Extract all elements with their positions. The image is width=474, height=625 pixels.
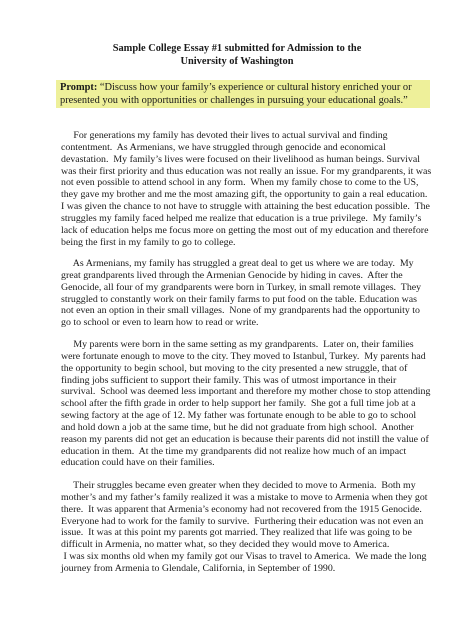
prompt-text-line-2: presented you with opportunities or challenges in pursuing your educational goals.” [60, 94, 408, 106]
essay-paragraph-3 [61, 339, 431, 469]
essay-paragraph-4 [61, 480, 428, 575]
essay-line: contentment. As Armenians, we have struggled through genocide and economical [61, 141, 386, 153]
prompt-text-line-1: “Discuss how your family’s experience or cultural history enriched your or [97, 82, 412, 93]
essay-line: issue. It was at this point my parents got married. They realized that life was going to be [61, 527, 412, 539]
essay-line: were fortunate enough to move to the city. They moved to Istanbul, Turkey. My parents had [61, 350, 426, 362]
essay-line: being the first in my family to go to college. [61, 236, 236, 248]
essay-line: school after the fifth grade in order to help support her family. She got a full time job at a [61, 398, 416, 410]
essay-line: go to school or even to learn how to read or write. [61, 317, 259, 329]
essay-line: Their struggles became even greater when they decided to move to Armenia. Both my [61, 480, 416, 491]
essay-title [0, 43, 474, 68]
essay-line: devastation. My family’s lives were focused on their livelihood as human beings. Survival [61, 153, 420, 165]
prompt-line-1 [60, 82, 426, 95]
essay-paragraph-1 [61, 130, 432, 248]
essay-line: they gave my brother and me the most amazing gift, the opportunity to gain a real education. [61, 189, 428, 201]
essay-line: and hold down a job at the same time, but he did not graduate from high school. Another [61, 421, 414, 433]
essay-line: not even an option in their small villages. None of my grandparents had the opportunity to [61, 305, 420, 317]
essay-line: not even possible to attend school in any form. When my family chose to come to the US, [61, 177, 419, 189]
title-line-2: University of Washington [180, 55, 294, 67]
title-line-1: Sample College Essay #1 submitted for Admission to the [112, 43, 362, 54]
essay-line: reason my parents did not get an education is because their parents did not instill the value of [61, 433, 429, 445]
essay-line: there. It was apparent that Armenia’s economy had not recovered from the 1915 Genocide. [61, 503, 422, 515]
essay-line: I was six months old when my family got our Visas to travel to America. We made the long [61, 551, 427, 563]
essay-line: struggles my family faced helped me realize that education is a true privilege. My family’s [61, 212, 422, 224]
essay-line: For generations my family has devoted their lives to actual survival and finding [61, 130, 388, 141]
prompt-label: Prompt: [60, 82, 98, 93]
essay-line: sewing factory at the age of 12. My father was fortunate enough to be able to go to school [61, 410, 417, 422]
essay-line: lack of education helps me focus more on getting the most out of my education and therefore [61, 224, 429, 236]
essay-line: education could have on their families. [61, 457, 215, 469]
essay-line: finding jobs sufficient to support their family. This was of utmost importance in their [61, 374, 397, 386]
prompt-highlight-box [56, 80, 430, 108]
essay-line: difficult in Armenia, no matter what, so they decided they would move to America. [61, 539, 390, 551]
essay-line: was their first priority and thus education was not really an issue. For my grandparents, it was [61, 165, 432, 177]
essay-line: struggled to constantly work on their family farms to put food on the table. Education was [61, 293, 417, 305]
essay-line: mother’s and my father’s family realized it was a mistake to move to Armenia when they got [61, 491, 428, 503]
essay-line: Everyone had to work for the family to survive. Furthering their education was not even an [61, 515, 424, 527]
essay-line: the opportunity to begin school, but moving to the city presented a new struggle, that of [61, 362, 408, 374]
essay-line: Genocide, all four of my grandparents were born in Turkey, in small remote villages. They [61, 281, 422, 293]
essay-line: education in them. At the time my grandparents did not realize how much of an impact [61, 445, 407, 457]
essay-line: journey from Armenia to Glendale, California, in September of 1990. [61, 562, 336, 574]
essay-line: great grandparents lived through the Armenian Genocide by hiding in caves. After the [61, 269, 403, 281]
essay-paragraph-2 [61, 258, 421, 329]
essay-line: survival. School was deemed less important and therefore my mother chose to stop attending [61, 386, 431, 398]
essay-line: As Armenians, my family has struggled a great deal to get us where we are today. My [61, 258, 414, 269]
essay-line: My parents were born in the same setting as my grandparents. Later on, their families [61, 339, 414, 350]
essay-line: I was given the chance to not have to struggle with attaining the best education possible. The [61, 201, 430, 213]
